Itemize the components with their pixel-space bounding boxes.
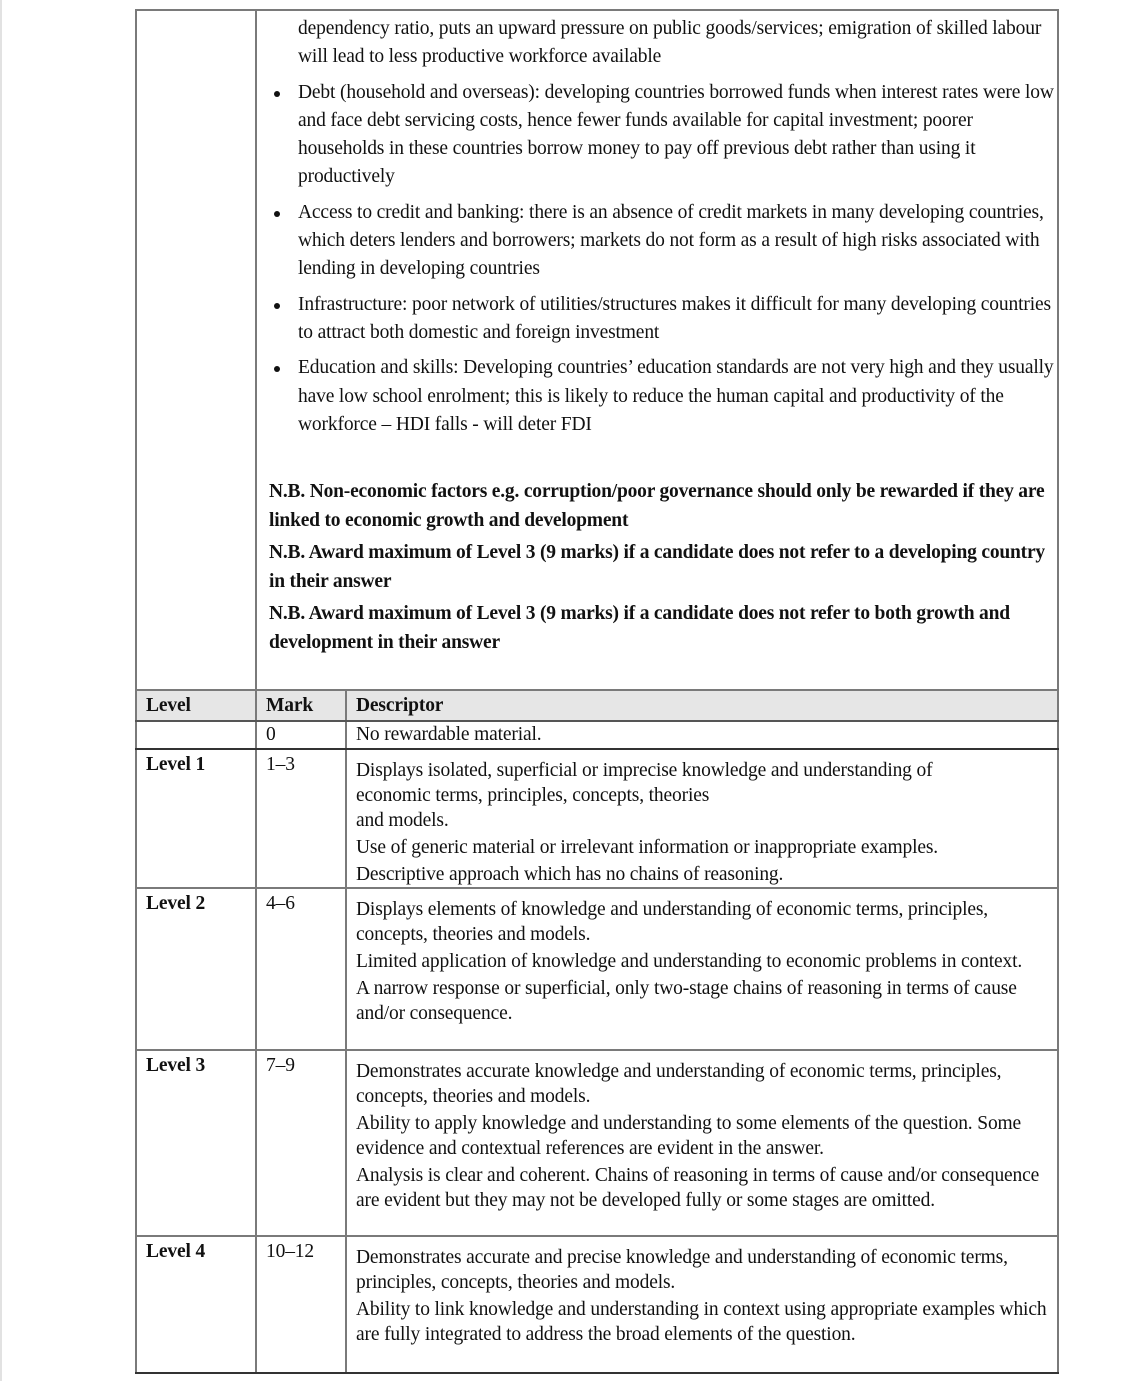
descriptor-cell: Displays elements of knowledge and understanding of economic terms, principles, concepts, theories and models. Limited application of knowledge and understanding to economic problems in context. A narrow response or superficial, only two-stage chains of reasoning in terms of cause and/or consequence. (346, 888, 1058, 1050)
list-item-education: Education and skills: Developing countries’ education standards are not very high and they usually have low school enrolment; this is likely to reduce the human capital and productivity of the workforce – HDI falls - will deter FDI (269, 354, 1057, 439)
viewer-left-edge (0, 0, 2, 1381)
note-growth-development: N.B. Award maximum of Level 3 (9 marks) if a candidate does not refer to both growth and development in their answer (269, 603, 1010, 653)
list-item-credit: Access to credit and banking: there is an absence of credit markets in many developing countries, which deters lenders and borrowers; markets do not form as a result of high risks associated with lending in developing countries (269, 199, 1057, 284)
mark-cell: 4–6 (256, 888, 346, 1050)
table-row (136, 1236, 1058, 1373)
descriptor-cell: Demonstrates accurate knowledge and understanding of economic terms, principles, concepts, theories and models. Ability to apply knowledge and understanding to some elements of the question. Some evidence and contextual references are evident in the answer. Analysis is clear and coherent. Chains of reasoning in terms of cause and/or consequence are evident but they may not be developed fully or some stages are omitted. (346, 1050, 1058, 1236)
indicative-content (269, 15, 1057, 446)
marking-notes (269, 477, 1053, 660)
bullet-icon (274, 211, 280, 217)
factor-list (269, 15, 1057, 439)
list-item-continuation: dependency ratio, puts an upward pressure on public goods/services; emigration of skilled labour will lead to less productive workforce available (298, 18, 1042, 68)
table-row (136, 749, 1058, 888)
indicative-content-box (135, 9, 1059, 689)
level-cell (136, 721, 256, 749)
level-cell: Level 2 (136, 888, 256, 1050)
header-mark: Mark (256, 690, 346, 721)
level-cell: Level 3 (136, 1050, 256, 1236)
descriptor-cell: Displays isolated, superficial or imprecise knowledge and understanding of economic terms, principles, concepts, theories and models. Use of generic material or irrelevant information or inappropriate examples. Descriptive approach which has no chains of reasoning. (346, 749, 1058, 888)
note-developing-country: N.B. Award maximum of Level 3 (9 marks) if a candidate does not refer to a developing country in their answer (269, 542, 1045, 592)
column-divider (255, 11, 257, 689)
note-non-economic: N.B. Non-economic factors e.g. corruption/poor governance should only be rewarded if they are linked to economic growth and development (269, 481, 1045, 531)
table-header-row (136, 690, 1058, 721)
table-row (136, 721, 1058, 749)
mark-cell: 1–3 (256, 749, 346, 888)
descriptor-cell: Demonstrates accurate and precise knowledge and understanding of economic terms, principles, concepts, theories and models. Ability to link knowledge and understanding in context using appropriate examples which are fully integrated to address the broad elements of the question. (346, 1236, 1058, 1373)
level-cell: Level 4 (136, 1236, 256, 1373)
level-cell: Level 1 (136, 749, 256, 888)
header-descriptor: Descriptor (346, 690, 1058, 721)
header-level: Level (136, 690, 256, 721)
table-row (136, 1050, 1058, 1236)
table-row (136, 888, 1058, 1050)
bullet-icon (274, 303, 280, 309)
list-item-infrastructure: Infrastructure: poor network of utilities/structures makes it difficult for many developing countries to attract both domestic and foreign investment (269, 291, 1057, 348)
descriptor-cell: No rewardable material. (346, 721, 1058, 749)
bullet-icon (274, 366, 280, 372)
mark-cell: 0 (256, 721, 346, 749)
descriptor-line: Displays isolated, superficial or imprecise knowledge and understanding of economic terms, principles, concepts, theories and models. (356, 760, 933, 831)
mark-cell: 7–9 (256, 1050, 346, 1236)
levels-table (135, 689, 1059, 1374)
list-item-debt: Debt (household and overseas): developing countries borrowed funds when interest rates were low and face debt servicing costs, hence fewer funds available for capital investment; poorer households in these countries borrow money to pay off previous debt rather than using it productively (269, 79, 1057, 192)
mark-cell: 10–12 (256, 1236, 346, 1373)
bullet-icon (274, 91, 280, 97)
